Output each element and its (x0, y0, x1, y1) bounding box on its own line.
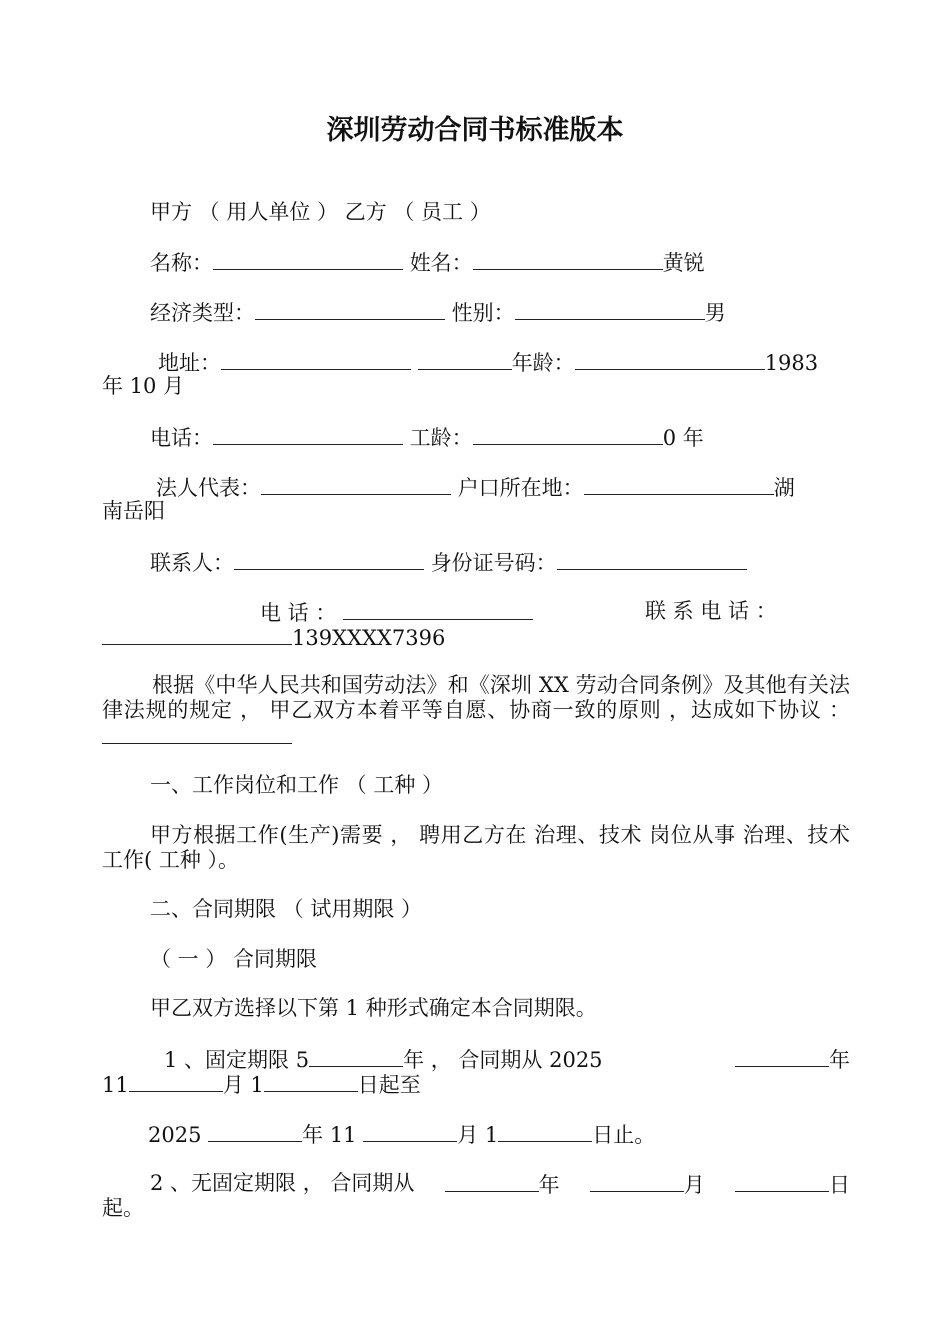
address-label: 地址： (158, 351, 221, 375)
parties-line: 甲方 （ 用人单位 ） 乙方 （ 员工 ） (150, 200, 491, 224)
fixed-month-blank (129, 1071, 223, 1092)
phone-row (150, 424, 704, 451)
end-text-a: 2025 (148, 1123, 202, 1147)
legal-rep-row (156, 474, 795, 501)
end-month-blank (363, 1121, 457, 1142)
contact-label: 联系人： (150, 551, 234, 575)
econ-type-row (150, 299, 726, 326)
section2-title: 二、合同期限 （ 试用期限 ） (150, 897, 423, 921)
age-blank (575, 349, 765, 370)
gender-value: 男 (704, 301, 726, 325)
term-choice: 甲乙双方选择以下第 1 种形式确定本合同期限。 (150, 996, 597, 1020)
fixed-term-c (735, 1046, 850, 1073)
gender-label: 性别： (451, 301, 515, 325)
name-row (150, 249, 705, 276)
hukou-value-a: 湖 (773, 476, 795, 500)
phone2-label: 电 话 ： (260, 601, 337, 625)
seniority-label: 工龄： (409, 426, 473, 450)
open-term-line (102, 1171, 850, 1198)
fixed-start-year-blank (735, 1046, 829, 1067)
contact-blank (234, 549, 424, 570)
gender-blank (515, 299, 705, 320)
contact-row (150, 549, 747, 576)
open-year-blank (445, 1171, 539, 1192)
section1-body: 甲方根据工作(生产)需要 ， 聘用乙方在 治理、技术 岗位从事 治理、技术 工作( 工种 ）。 (102, 823, 850, 872)
id-number-label: 身份证号码： (430, 551, 557, 575)
open-day (735, 1171, 850, 1198)
fixed-years-blank (309, 1046, 403, 1067)
hukou-label: 户口所在地： (457, 476, 584, 500)
open-text-c: 月 (683, 1173, 705, 1197)
contact-phone-value: 139XXXX7396 (292, 626, 446, 650)
staff-name-label: 姓名： (409, 251, 473, 275)
hukou-blank (584, 474, 774, 495)
phone2-blank (343, 599, 533, 620)
phone-label: 电话： (150, 426, 213, 450)
econ-type-blank (255, 299, 445, 320)
open-term-end: 起。 (102, 1196, 144, 1220)
open-day-blank (735, 1171, 829, 1192)
intro-text: 根据《中华人民共和国劳动法》和《深圳 XX 劳动合同条例》及其他有关法律法规的规定 ， 甲乙双方本着平等自愿、协商一致的原则 ，达成如下协议 ： (102, 673, 850, 722)
id-number-blank (557, 549, 747, 570)
section1-title: 一、工作岗位和工作 （ 工种 ） (150, 773, 444, 797)
staff-name-value: 黄锐 (662, 251, 705, 275)
name-label: 名称： (150, 251, 213, 275)
open-text-b: 年 (538, 1173, 560, 1197)
phone2-row (260, 599, 533, 626)
fixed-term-text-b: 年 ， 合同期从 2025 (403, 1048, 603, 1072)
open-text-a: 2 、无固定期限 ， 合同期从 (150, 1171, 415, 1195)
agreement-blank (102, 723, 292, 744)
open-text-d: 日 (829, 1173, 850, 1197)
fixed-term-text-c: 年 (829, 1048, 850, 1072)
age-value-b: 年 10 月 (102, 374, 185, 398)
fixed-term-line2 (102, 1071, 421, 1098)
end-year-blank (208, 1121, 302, 1142)
fixed-term-a (164, 1046, 603, 1073)
fixed-term-line (102, 1046, 850, 1073)
intro-paragraph (102, 673, 850, 750)
address-row (158, 349, 818, 376)
fixed-term-text-d: 11 (102, 1073, 129, 1097)
contact-phone-row (102, 624, 445, 651)
legal-rep-label: 法人代表： (156, 476, 261, 500)
end-text-d: 日止。 (592, 1123, 656, 1147)
contact-phone-label: 联 系 电 话 ： (645, 599, 777, 623)
fixed-day-blank (264, 1071, 358, 1092)
open-year (445, 1171, 560, 1198)
section2-sub1: （ 一 ） 合同期限 (150, 947, 318, 971)
document-title: 深圳劳动合同书标准版本 (326, 115, 624, 146)
seniority-blank (473, 424, 663, 445)
fixed-term-text-e: 月 1 (222, 1073, 264, 1097)
open-month-blank (590, 1171, 684, 1192)
contact-phone-blank (102, 624, 292, 645)
address-blank-2 (418, 349, 512, 370)
econ-type-label: 经济类型： (150, 301, 255, 325)
end-text-c: 月 1 (457, 1123, 499, 1147)
end-text-b: 年 11 (302, 1123, 357, 1147)
fixed-term-text-a: 1 、固定期限 5 (164, 1048, 310, 1072)
age-value-a: 1983 (764, 351, 819, 375)
name-blank (213, 249, 403, 270)
seniority-value: 0 年 (662, 426, 704, 450)
end-day-blank (498, 1121, 592, 1142)
age-label: 年龄： (511, 351, 575, 375)
address-blank (221, 349, 411, 370)
phone-blank (213, 424, 403, 445)
staff-name-blank (473, 249, 663, 270)
legal-rep-blank (261, 474, 451, 495)
hukou-value-b: 南岳阳 (102, 499, 165, 523)
open-month (590, 1171, 705, 1198)
end-date-line (148, 1121, 655, 1148)
fixed-term-text-f: 日起至 (357, 1073, 421, 1097)
